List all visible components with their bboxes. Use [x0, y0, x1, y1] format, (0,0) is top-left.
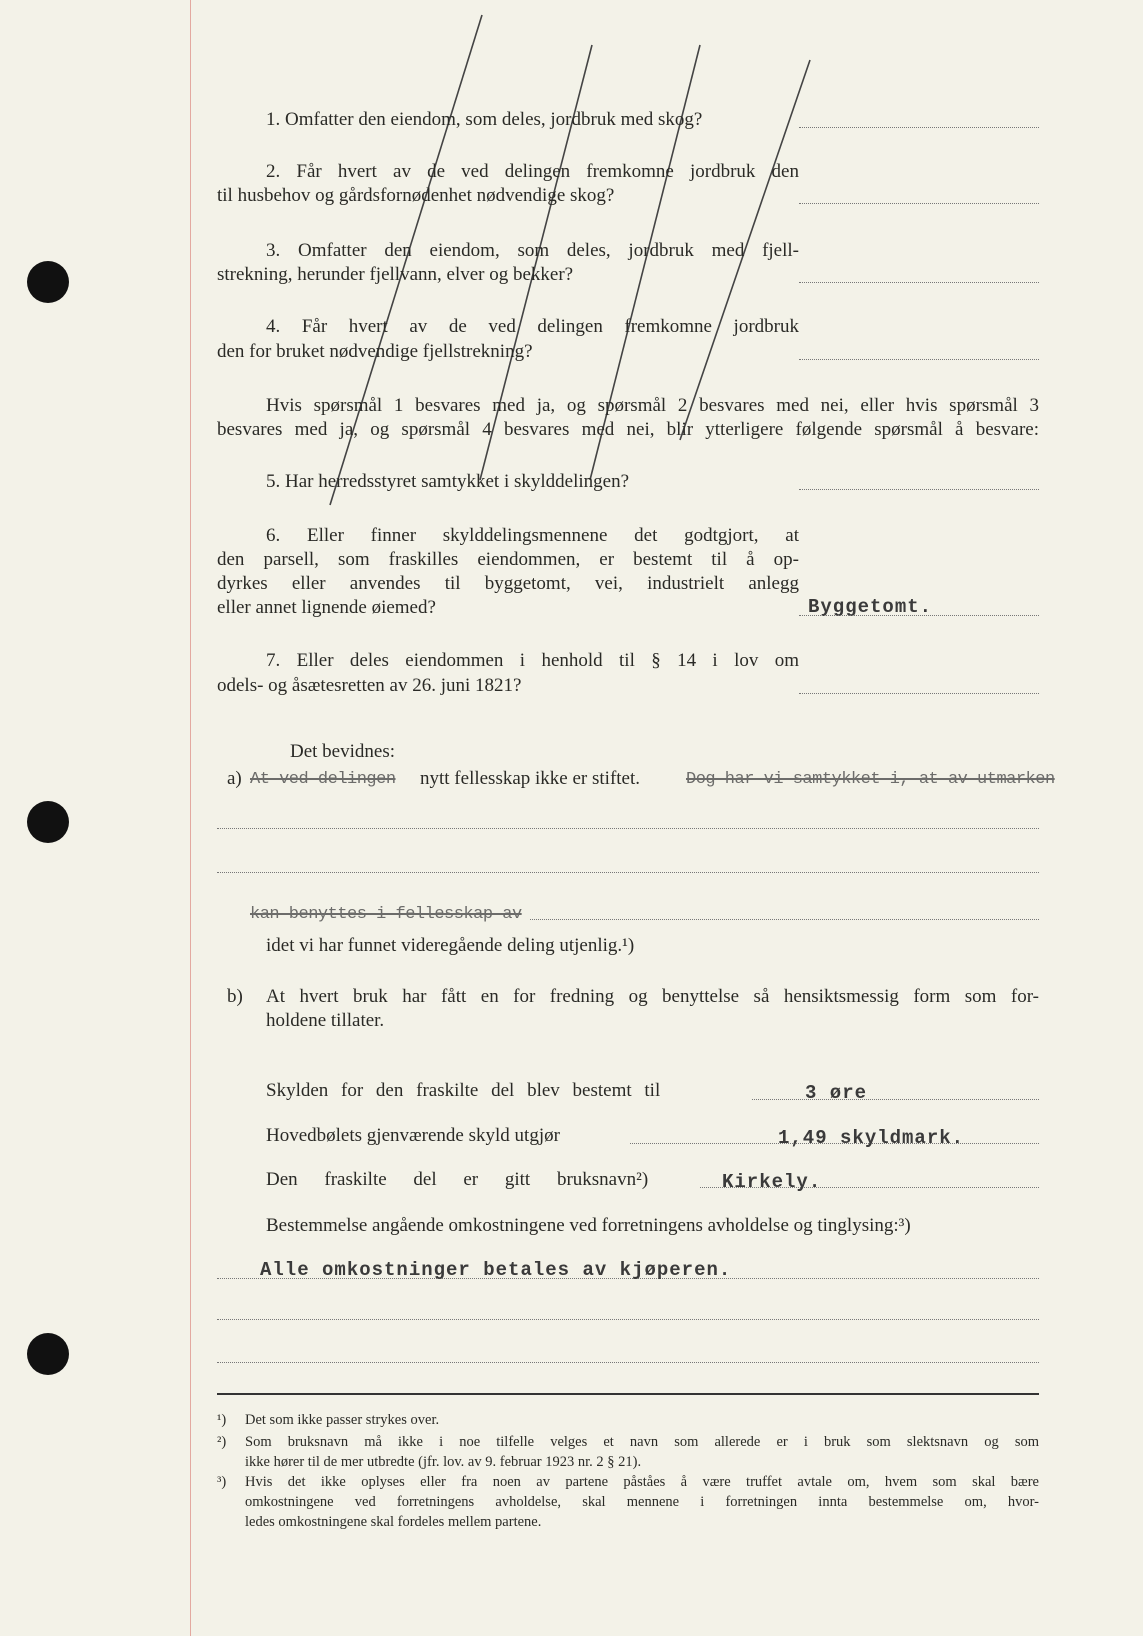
footnote-mark: ²): [217, 1434, 227, 1450]
footnote-2-line2: ikke hører til de mer utbredte (jfr. lov. av 9. februar 1923 nr. 2 § 21).: [245, 1454, 642, 1470]
question-3-line2: strekning, herunder fjellvann, elver og bekker?: [217, 264, 574, 285]
footnote-mark: ¹): [217, 1412, 227, 1428]
footnote-mark: ³): [217, 1474, 227, 1490]
footnote-3-line2: omkostningene ved forretningens avholdelse, skal mennene i forretningen innta bestemmelse om, hvor-: [245, 1494, 1039, 1510]
question-4-line1: 4. Får hvert av de ved delingen fremkomne jordbruk: [266, 316, 799, 337]
answer-field-1[interactable]: [799, 127, 1039, 128]
attest-a-label: a): [227, 768, 242, 789]
footnote-1: Det som ikke passer strykes over.: [245, 1412, 440, 1428]
answer-field-7[interactable]: [799, 693, 1039, 694]
skyld-field[interactable]: [752, 1099, 1039, 1100]
answer-field-2[interactable]: [799, 203, 1039, 204]
question-2-line1: 2. Får hvert av de ved delingen fremkomne jordbruk den: [266, 161, 799, 182]
struck-text: At ved delingen: [250, 770, 396, 789]
attest-a-field[interactable]: [217, 872, 1039, 873]
question-7-line2: odels- og åsætesretten av 26. juni 1821?: [217, 675, 522, 696]
attest-heading: Det bevidnes:: [290, 741, 396, 762]
question-6-line2: den parsell, som fraskilles eiendommen, er bestemt til å op-: [217, 549, 799, 570]
attest-a-field[interactable]: [530, 919, 1039, 920]
question-5: 5. Har herredsstyret samtykket i skylddelingen?: [266, 471, 630, 492]
question-3-line1: 3. Omfatter den eiendom, som deles, jordbruk med fjell-: [266, 240, 799, 261]
footnote-3-line1: Hvis det ikke oplyses eller fra noen av partene påståes å være truffet avtale om, hvem som skal bære: [245, 1474, 1039, 1490]
hoved-label: Hovedbølets gjenværende skyld utgjør: [266, 1125, 560, 1146]
attest-b-label: b): [227, 986, 243, 1007]
answer-field-4[interactable]: [799, 359, 1039, 360]
attest-a-field[interactable]: [217, 828, 1039, 829]
struck-text: kan benyttes i fellesskap av: [250, 905, 522, 924]
skyld-label: Skylden for den fraskilte del blev bestemt til: [266, 1080, 661, 1101]
footnote-3-line3: ledes omkostningene skal fordeles mellem partene.: [245, 1514, 542, 1530]
attest-a-text: nytt fellesskap ikke er stiftet.: [420, 768, 641, 789]
condition-line1: Hvis spørsmål 1 besvares med ja, og spørsmål 2 besvares med nei, eller hvis spørsmål 3: [266, 395, 1039, 416]
answer-field-3[interactable]: [799, 282, 1039, 283]
footnote-2-line1: Som bruksnavn må ikke i noe tilfelle velges et navn som allerede er i bruk som slektsnavn og som: [245, 1434, 1039, 1450]
question-1: 1. Omfatter den eiendom, som deles, jordbruk med skog?: [266, 109, 703, 130]
skyld-value: 3 øre: [805, 1082, 868, 1104]
question-6-line4: eller annet lignende øiemed?: [217, 597, 436, 618]
navn-label: Den fraskilte del er gitt bruksnavn²): [266, 1169, 649, 1190]
bestem-field[interactable]: [217, 1362, 1039, 1363]
footnote-divider: [217, 1393, 1039, 1395]
question-4-line2: den for bruket nødvendige fjellstrekning?: [217, 341, 533, 362]
struck-text: Dog har vi samtykket i, at av utmarken: [686, 770, 1055, 789]
question-6-line3: dyrkes eller anvendes til byggetomt, vei, industrielt anlegg: [217, 573, 799, 594]
hoved-value: 1,49 skyldmark.: [778, 1127, 965, 1149]
answer-field-6[interactable]: [799, 615, 1039, 616]
attest-a-end: idet vi har funnet videregående deling utjenlig.¹): [266, 935, 635, 956]
attest-b-line2: holdene tillater.: [266, 1010, 385, 1031]
question-6-line1: 6. Eller finner skylddelingsmennene det godtgjort, at: [266, 525, 799, 546]
bestem-value: Alle omkostninger betales av kjøperen.: [260, 1259, 732, 1281]
question-2-line2: til husbehov og gårdsfornødenhet nødvendige skog?: [217, 185, 615, 206]
navn-value: Kirkely.: [722, 1171, 822, 1193]
bestem-field[interactable]: [217, 1319, 1039, 1320]
condition-line2: besvares med ja, og spørsmål 4 besvares med nei, blir ytterligere følgende spørsmål å besvare:: [217, 419, 1039, 440]
answer-field-5[interactable]: [799, 489, 1039, 490]
question-7-line1: 7. Eller deles eiendommen i henhold til § 14 i lov om: [266, 650, 799, 671]
bestem-label: Bestemmelse angående omkostningene ved forretningens avholdelse og tinglysing:³): [266, 1215, 911, 1236]
answer-6-value: Byggetomt.: [808, 596, 933, 618]
attest-b-line1: At hvert bruk har fått en for fredning og benyttelse så hensiktsmessig form som for-: [266, 986, 1039, 1007]
